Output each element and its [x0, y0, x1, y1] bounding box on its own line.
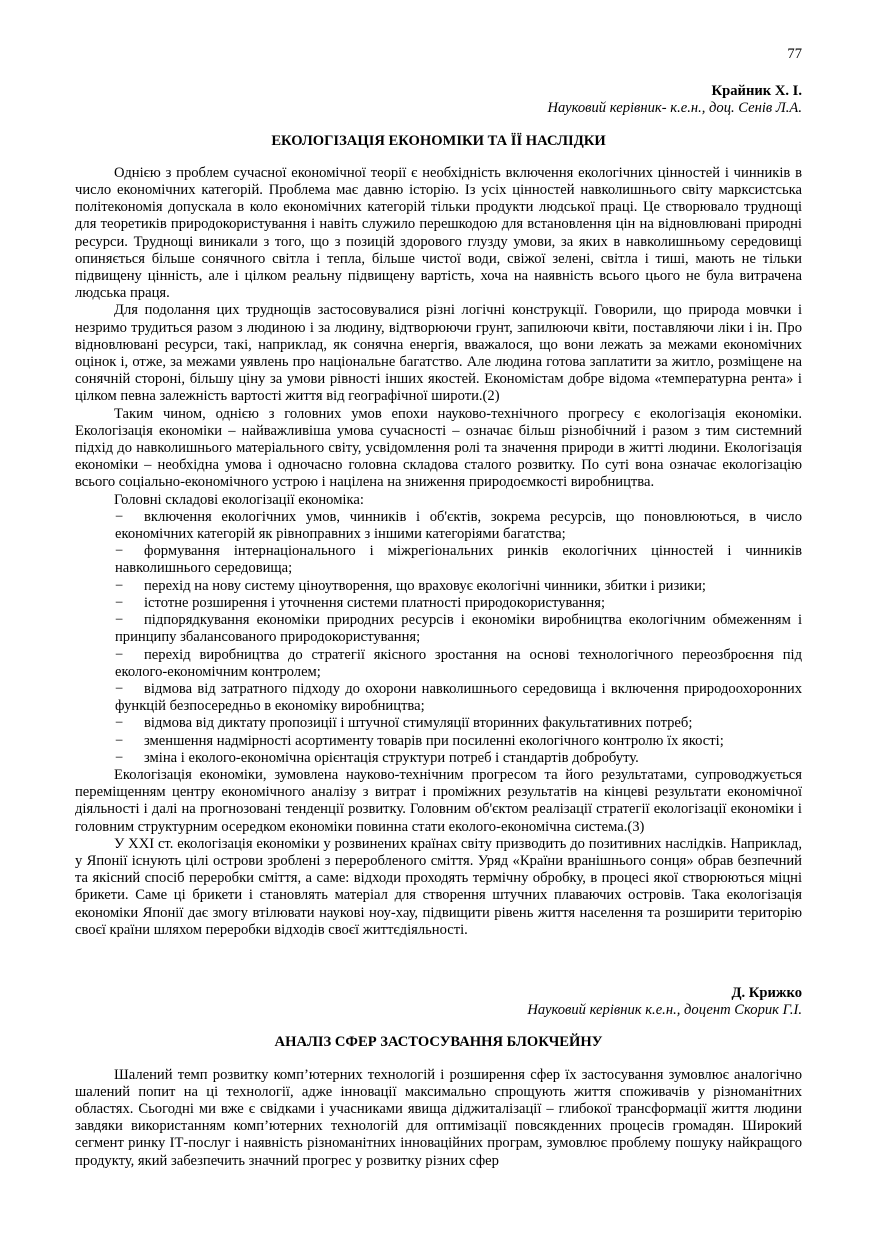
list-item-text: перехід виробництва до стратегії якісного зростання на основі технологічного переозброєння під еколого-економічним контролем; [115, 646, 802, 680]
list-item [115, 750, 802, 767]
article-2-author: Д. Крижко [731, 984, 802, 1001]
list-item [115, 509, 802, 543]
list-item-text: формування інтернаціонального і міжрегіональних ринків екологічних цінностей і чинників навколишнього середовища; [115, 543, 802, 577]
list-item [115, 578, 802, 595]
article-2-title: АНАЛІЗ СФЕР ЗАСТОСУВАННЯ БЛОКЧЕЙНУ [274, 1034, 603, 1051]
article-2-body [75, 1067, 802, 1170]
dash-marker: − [115, 594, 124, 611]
dash-marker: − [115, 732, 124, 749]
dash-marker: − [115, 577, 124, 594]
paragraph: Таким чином, однією з головних умов епохи науково-технічного прогресу є екологізація економіки. Екологізація економіки – найважливіша умова сучасності – означає більш різнобічний і разом з тим системний підхід до навколишнього матеріального світу, усвідомлення ролі та значення природи в житті людини. Екологізація економіки – необхідна умова і одночасно головна складова сталого розвитку. По суті вона означає екологізацію всього соціально-економічного устрою і націлена на зниження природоємкості виробництва. [75, 405, 802, 491]
list-item-text: зменшення надмірності асортименту товарів при посиленні екологічного контролю їх якості; [144, 732, 724, 749]
dash-marker: − [115, 749, 124, 766]
dash-marker: − [115, 680, 124, 697]
list-item-text: перехід на нову систему ціноутворення, що враховує екологічні чинники, збитки і ризики; [144, 577, 706, 594]
dash-marker: − [115, 543, 124, 560]
paragraph: Екологізація економіки, зумовлена науково-технічним прогресом та його результатами, супроводжується переміщенням центру економічного аналізу з витрат і проміжних результатів на кінцеві результати економічної діяльності і далі на прогнозовані тенденції розвитку. Головним об'єктом реалізації стратегії екологізації економіки і головним структурним осередком економіки повинна стати еколого-економічна система.(3) [75, 766, 802, 835]
list-item [115, 715, 802, 732]
list-item [115, 647, 802, 681]
article-1-header [75, 83, 802, 150]
article-2-supervisor: Науковий керівник к.е.н., доцент Скорик Г.І. [527, 1002, 802, 1019]
list-item [115, 681, 802, 715]
list-item [115, 612, 802, 646]
ecologization-components-list [75, 509, 802, 767]
article-1-supervisor: Науковий керівник- к.е.н., доц. Сенів Л.А. [547, 100, 802, 117]
article-1-author: Крайник Х. І. [711, 83, 802, 100]
list-item-text: підпорядкування економіки природних ресурсів і економіки виробництва екологічним обмеженням і принципу збалансованого природокористування; [115, 612, 802, 646]
paragraph: Шалений темп розвитку комп’ютерних технологій і розширення сфер їх застосування зумовлює аналогічно шалений попит на ці технології, адже інновації максимально спрощують життя споживачів у різноманітних областях. Сьогодні ми вже є свідками і учасниками явища діджиталізації – глибокої трансформації життя людини завдяки використанням комп’ютерних технологій для оптимізації повсякденних процесів громадян. Широкий сегмент ринку ІТ-послуг і наявність різноманітних інноваційних програм, зумовлює проблему пошуку найкращого продукту, який забезпечить значний прогрес у розвитку різних сфер [75, 1066, 802, 1169]
list-item-text: включення екологічних умов, чинників і об'єктів, зокрема ресурсів, що поновлюються, в число економічних категорій як рівноправних з іншими категоріями багатства; [115, 508, 802, 543]
list-item [115, 543, 802, 577]
list-item [115, 733, 802, 750]
article-1-title: ЕКОЛОГІЗАЦІЯ ЕКОНОМІКИ ТА ЇЇ НАСЛІДКИ [271, 132, 606, 149]
paragraph: Однією з проблем сучасної економічної теорії є необхідність включення екологічних цінностей і чинників в число економічних категорій. Проблема має давню історію. Із усіх цінностей навколишнього світу марксистська політекономія допускала в коло економічних категорій тільки продукти людської праці. Це створювало труднощі для теоретиків природокористування і навіть служило перешкодою для встановлення цін на відновлювані природні ресурси. Труднощі виникали з того, що з позицій здорового глузду умови, за яких в навколишньому середовищі опиняється більше сонячного світла і тепла, більше чистої води, свіжої зелені, світла і тиші, мають не тільки підвищену цінність, але і цілком реальну підвищену вартість, хоча на наявність всього цього не була витрачена людська праця. [75, 164, 802, 302]
list-intro: Головні складові екологізації економіка: [114, 491, 364, 508]
paragraph: У XXI ст. екологізація економіки у розвинених країнах світу призводить до позитивних наслідків. Наприклад, у Японії існують цілі острови зроблені з переробленого сміття. Уряд «Країни вранішнього сонця» обрав безпечний та якісний спосіб переробки сміття, а саме: відходи проходять термічну обробку, в процесі якої створюються міцні брикети. Саме ці брикети і становлять матеріал для створення штучних плаваючих островів. Така екологізація економіки Японії дає змогу втілювати наукові ноу-хау, підвищити рівень життя населення та розширити територію своєї країни шляхом переробки відходів своєї життєдіяльності. [75, 835, 802, 938]
dash-marker: − [115, 612, 124, 629]
page-number: 77 [787, 46, 802, 62]
article-1-body [75, 165, 802, 939]
list-item-text: відмова від затратного підходу до охорони навколишнього середовища і включення природоохоронних функцій безпосередньо в економіку виробництва; [115, 680, 802, 715]
list-item-text: відмова від диктату пропозиції і штучної стимуляції вторинних факультативних потреб; [144, 715, 693, 732]
dash-marker: − [115, 715, 124, 732]
paragraph: Для подолання цих труднощів застосовувалися різні логічні конструкції. Говорили, що природа мовчки і незримо трудиться разом з людиною і за людину, відтворюючи грунт, запилюючи квіти, поставляючи ліки і ін. Про відновлювані ресурси, такі, наприклад, як сонячна енергія, вважалося, що вони лежать за межами економічних оцінок і, отже, за межами уявлень про національне багатство. Але людина готова заплатити за житло, розміщене на сонячній стороні, більшу ціну за умови рівності інших якостей. Економістам добре відома «температурна рента» і цілком певна залежність вартості життя від географічної широти.(2) [75, 302, 802, 405]
list-item-text: істотне розширення і уточнення системи платності природокористування; [144, 594, 606, 611]
list-item [115, 595, 802, 612]
article-2-header [75, 985, 802, 1052]
dash-marker: − [115, 646, 124, 663]
list-item-text: зміна і еколого-економічна орієнтація структури потреб і стандартів добробуту. [144, 749, 639, 766]
dash-marker: − [115, 508, 124, 525]
